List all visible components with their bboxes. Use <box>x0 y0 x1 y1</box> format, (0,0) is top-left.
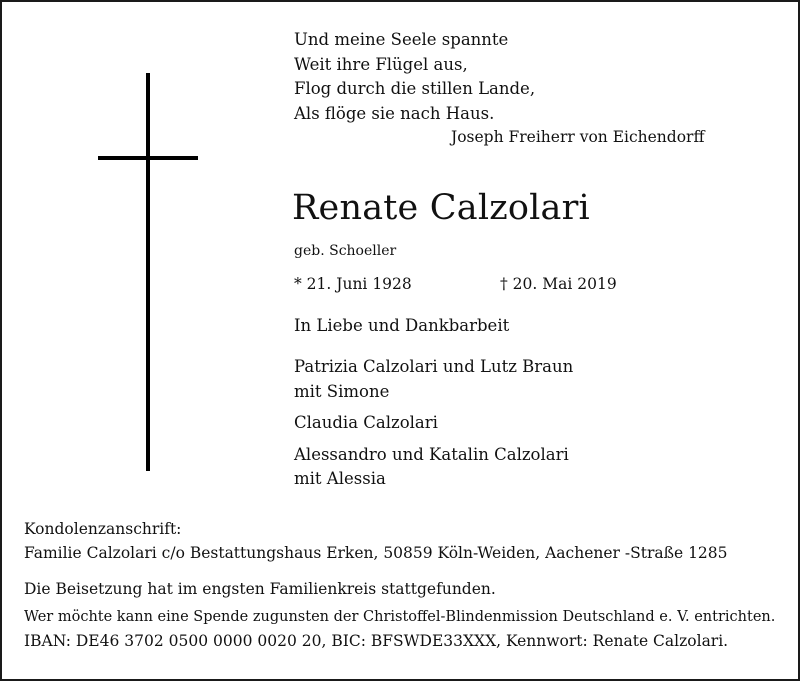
poem-line: Weit ihre Flügel aus, <box>294 54 468 74</box>
donation-text: Wer möchte kann eine Spende zugunsten der Christoffel-Blindenmission Deutschland e. V. entrichten. <box>24 609 776 625</box>
mourner-entry <box>294 411 573 436</box>
mourner-entry <box>294 355 573 404</box>
poem-line: Und meine Seele spannte <box>294 30 509 49</box>
cross-icon-horizontal-bar <box>98 156 198 160</box>
mourner-entry <box>294 443 573 492</box>
mourner-line: Patrizia Calzolari und Lutz Braun <box>294 357 574 376</box>
mourner-line: Claudia Calzolari <box>294 413 438 432</box>
condolence-address: Familie Calzolari c/o Bestattungshaus Erken, 50859 Köln-Weiden, Aachener -Straße 1285 <box>24 544 728 562</box>
condolence-label: Kondolenzanschrift: <box>24 520 182 538</box>
death-date: † 20. Mai 2019 <box>500 275 617 293</box>
deceased-name: Renate Calzolari <box>292 188 590 228</box>
mourner-line: mit Alessia <box>294 469 386 488</box>
mourners-list <box>294 355 573 492</box>
mourner-line: Alessandro und Katalin Calzolari <box>294 444 569 464</box>
donation-bank-details: IBAN: DE46 3702 0500 0000 0020 20, BIC: BFSWDE33XXX, Kennwort: Renate Calzolari. <box>24 632 729 650</box>
poem-line: Flog durch die stillen Lande, <box>294 79 536 98</box>
poem <box>294 28 535 126</box>
dedication: In Liebe und Dankbarbeit <box>294 316 510 335</box>
birth-date: * 21. Juni 1928 <box>294 275 412 293</box>
birth-name: geb. Schoeller <box>294 243 397 259</box>
poem-author: Joseph Freiherr von Eichendorff <box>451 128 705 146</box>
poem-line: Als flöge sie nach Haus. <box>294 103 495 123</box>
burial-note: Die Beisetzung hat im engsten Familienkreis stattgefunden. <box>24 580 496 598</box>
mourner-line: mit Simone <box>294 381 390 401</box>
cross-icon-vertical-bar <box>146 73 150 471</box>
